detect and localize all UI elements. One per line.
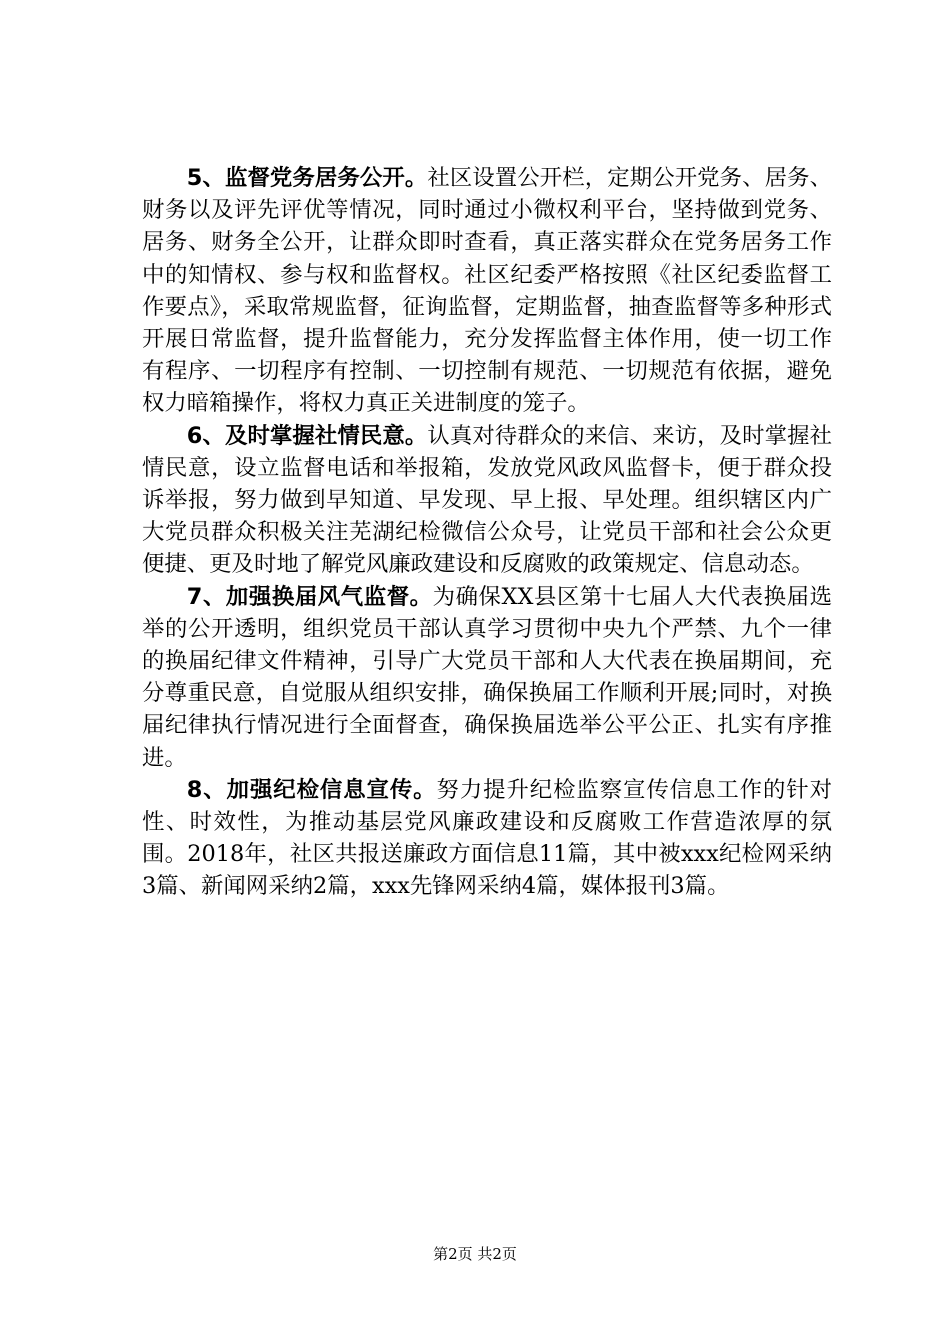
page-footer: 第2页 共2页: [433, 1245, 517, 1263]
paragraph-6: [142, 420, 832, 581]
paragraph-8: [142, 774, 832, 903]
paragraph-6-heading: 6、及时掌握社情民意。: [186, 422, 428, 449]
paragraph-8-heading: 8、加强纪检信息宣传。: [186, 776, 437, 803]
paragraph-5: [142, 162, 832, 420]
paragraph-5-text: 社区设置公开栏，定期公开党务、居务、财务以及评先评优等情况，同时通过小微权利平台，坚持做到党务、居务、财务全公开，让群众即时查看，真正落实群众在党务居务工作中的知情权、参与权和监督权。社区纪委严格按照《社区纪委监督工作要点》，采取常规监督，征询监督，定期监督，抽查监督等多种形式开展日常监督，提升监督能力，充分发挥监督主体作用，使一切工作有程序、一切程序有控制、一切控制有规范、一切规范有依据，避免权力暗箱操作，将权力真正关进制度的笼子。: [142, 165, 832, 417]
paragraph-6-text: 认真对待群众的来信、来访，及时掌握社情民意，设立监督电话和举报箱，发放党风政风监督卡，便于群众投诉举报，努力做到早知道、早发现、早上报、早处理。组织辖区内广大党员群众积极关注芜湖纪检微信公众号，让党员干部和社会公众更便捷、更及时地了解党风廉政建设和反腐败的政策规定、信息动态。: [142, 422, 832, 578]
paragraph-7-heading: 7、加强换届风气监督。: [186, 583, 433, 610]
paragraph-7: [142, 581, 832, 774]
paragraph-7-text: 为确保XX县区第十七届人大代表换届选举的公开透明，组织党员干部认真学习贯彻中央九个严禁、九个一律的换届纪律文件精神，引导广大党员干部和人大代表在换届期间，充分尊重民意，自觉服从组织安排，确保换届工作顺利开展;同时，对换届纪律执行情况进行全面督查，确保换届选举公平公正、扎实有序推进。: [142, 583, 832, 771]
document-body: [142, 162, 832, 903]
paragraph-8-text: 努力提升纪检监察宣传信息工作的针对性、时效性，为推动基层党风廉政建设和反腐败工作营造浓厚的氛围。2018年，社区共报送廉政方面信息11篇，其中被xxx纪检网采纳3篇、新闻网采纳2篇，xxx先锋网采纳4篇，媒体报刊3篇。: [142, 776, 832, 900]
paragraph-5-heading: 5、监督党务居务公开。: [186, 165, 428, 191]
